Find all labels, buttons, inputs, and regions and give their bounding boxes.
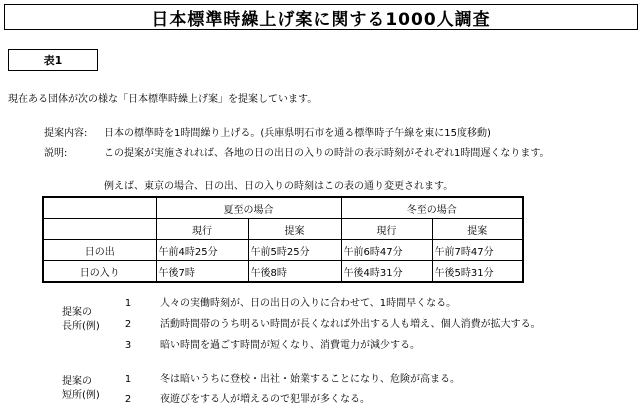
merit-number: 3	[124, 340, 132, 351]
sunrise-sunset-table	[42, 196, 524, 283]
table-cell: 午前7時47分	[432, 240, 523, 261]
table-cell: 午後8時	[248, 261, 341, 283]
table-corner-cell	[43, 197, 156, 219]
winter-proposed-header: 提案	[432, 219, 523, 240]
table-row	[43, 261, 523, 283]
table-cell: 午後7時	[156, 261, 248, 283]
table-header-row-1	[43, 197, 523, 219]
demerit-number: 2	[124, 394, 132, 405]
explanation-text: この提案が実施されれば、各地の日の出日の入りの時計の表示時刻がそれぞれ1時間遅くなります。	[104, 148, 550, 159]
winter-header: 冬至の場合	[341, 197, 523, 219]
merits-label-line2: 長所(例)	[62, 321, 100, 332]
table-cell: 午後4時31分	[341, 261, 432, 283]
explanation-label: 説明:	[44, 148, 68, 159]
page-title: 日本標準時繰上げ案に関する1000人調査	[4, 4, 638, 30]
summer-current-header: 現行	[156, 219, 248, 240]
merit-number: 1	[124, 298, 132, 309]
demerit-number: 1	[124, 374, 132, 385]
winter-current-header: 現行	[341, 219, 432, 240]
demerits-label-line2: 短所(例)	[62, 390, 100, 401]
merit-text: 活動時間帯のうち明るい時間が長くなれば外出する人も増え、個人消費が拡大する。	[160, 319, 541, 330]
merit-text: 人々の実働時刻が、日の出日の入りに合わせて、1時間早くなる。	[160, 298, 457, 309]
demerit-text: 夜遊びをする人が増えるので犯罪が多くなる。	[160, 394, 370, 405]
merits-label-line1: 提案の	[62, 307, 92, 318]
summer-header: 夏至の場合	[156, 197, 341, 219]
demerits-label-line1: 提案の	[62, 376, 92, 387]
row-label: 日の出	[43, 240, 156, 261]
table-corner-cell	[43, 219, 156, 240]
table-row	[43, 240, 523, 261]
proposal-label: 提案内容:	[44, 128, 88, 139]
table-cell: 午前4時25分	[156, 240, 248, 261]
summer-proposed-header: 提案	[248, 219, 341, 240]
proposal-text: 日本の標準時を1時間繰り上げる。(兵庫県明石市を通る標準時子午線を東に15度移動)	[104, 128, 491, 139]
table-cell: 午前6時47分	[341, 240, 432, 261]
demerit-text: 冬は暗いうちに登校・出社・始業することになり、危険が高まる。	[160, 374, 460, 385]
table-header-row-2	[43, 219, 523, 240]
row-label: 日の入り	[43, 261, 156, 283]
intro-text: 現在ある団体が次の様な「日本標準時繰上げ案」を提案しています。	[8, 94, 318, 105]
merit-number: 2	[124, 319, 132, 330]
table-cell: 午後5時31分	[432, 261, 523, 283]
example-text: 例えば、東京の場合、日の出、日の入りの時刻はこの表の通り変更されます。	[104, 181, 454, 192]
table-cell: 午前5時25分	[248, 240, 341, 261]
merit-text: 暗い時間を過ごす時間が短くなり、消費電力が減少する。	[160, 340, 420, 351]
table-label: 表1	[8, 49, 98, 71]
